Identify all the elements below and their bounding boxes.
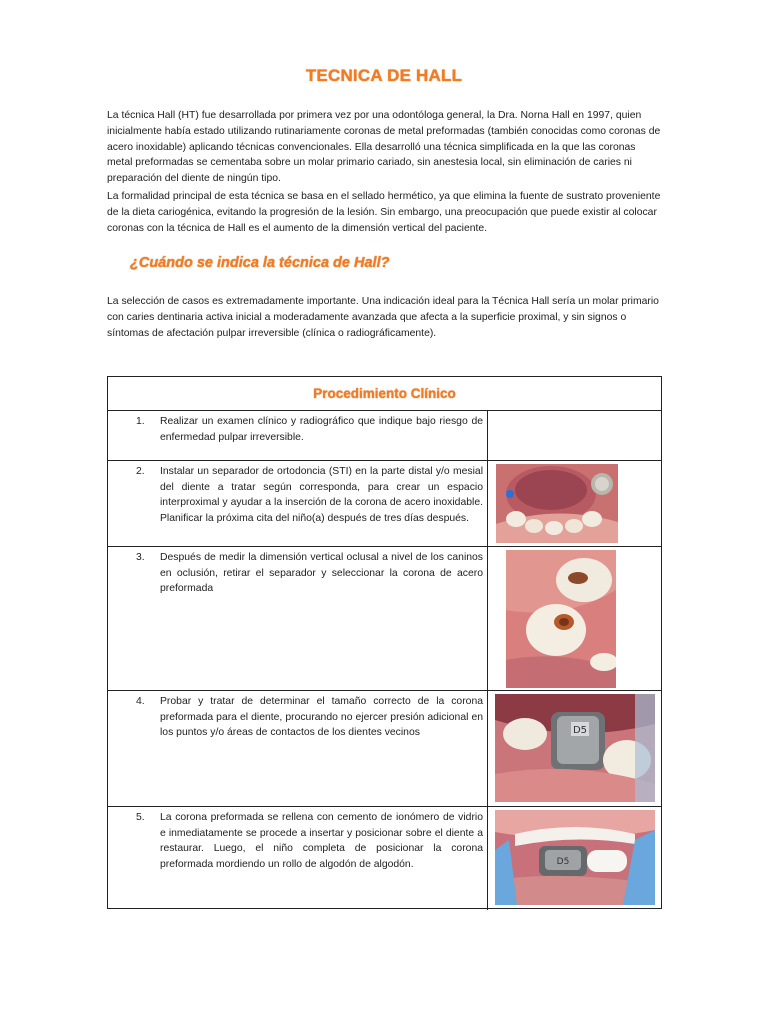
step-number: 2. [136, 466, 145, 477]
procedure-step-2 [108, 461, 661, 547]
step-text-cell [108, 691, 488, 806]
procedure-step-3 [108, 547, 661, 691]
step-description: Instalar un separador de ortodoncia (STI) en la parte distal y/o mesial del diente a tratar según corresponda, para crear un espacio interproximal y ayudar a la inserción de la corona de acero inoxidable. Planificar la próxima cita del niño(a) después de tres días después. [160, 466, 483, 524]
step-description: Después de medir la dimensión vertical oclusal a nivel de los caninos en oclusión, retirar el separador y seleccionar la corona de acero preformada [160, 552, 483, 595]
step-text-cell [108, 411, 488, 460]
step-text-cell [108, 807, 488, 910]
procedure-step-4 [108, 691, 661, 807]
step-description: La corona preformada se rellena con cemento de ionómero de vidrio e inmediatamente se procede a insertar y posicionar sobre el diente a restaurar. Luego, el niño completa de posicionar la corona preformada mordiendo un rollo de algodón de algodón. [160, 812, 483, 870]
formality-paragraph: La formalidad principal de esta técnica se basa en el sellado hermético, ya que elimina la fuente de sustrato proveniente de la dieta cariogénica, evitando la progresión de la lesión. Sin embargo, una preocupación que puede existir al colocar coronas con la técnica de Hall es el aumento de la dimensión vertical del paciente. [107, 191, 661, 234]
step-number: 4. [136, 696, 145, 707]
step-image-cell [488, 547, 661, 690]
crown-cementation-photo [495, 810, 655, 905]
section-subtitle: ¿Cuándo se indica la técnica de Hall? [130, 255, 390, 271]
crown-size-label-2: D5 [556, 857, 570, 867]
intro-paragraph: La técnica Hall (HT) fue desarrollada por primera vez por una odontóloga general, la Dra. Norna Hall en 1997, quien inicialmente había estado utilizando rutinariamente coronas de metal preformadas (también conocidas como coronas de acero inoxidable) aplicando técnicas convencionales. Ella desarrolló una técnica simplificada en la que las coronas metal preformadas se cementaba sobre un molar primario cariado, sin anestesia local, sin eliminación de caries ni preparación del diente de ningún tipo. [107, 110, 661, 185]
procedure-table [107, 376, 662, 909]
step-description: Probar y tratar de determinar el tamaño correcto de la corona preformada para el diente, procurando no ejercer presión adicional en los puntos y/o áreas de contactos de los dientes vecinos [160, 696, 483, 739]
step-description: Realizar un examen clínico y radiográfico que indique bajo riesgo de enfermedad pulpar irreversible. [160, 416, 483, 443]
carious-molar-image [506, 550, 616, 688]
step-number: 1. [136, 416, 145, 427]
step-number: 3. [136, 552, 145, 563]
page-title: TECNICA DE HALL [305, 66, 463, 85]
step-text-cell [108, 547, 488, 690]
crown-seating-image [495, 810, 655, 905]
separator-photo [496, 464, 618, 543]
selection-paragraph: La selección de casos es extremadamente importante. Una indicación ideal para la Técnica Hall sería un molar primario con caries dentinaria activa inicial a moderadamente avanzada que afecta a la superficie proximal, y sin signos o síntomas de afectación pulpar irreversible (clínica o radiográficamente). [107, 296, 659, 339]
step-image-cell [488, 691, 661, 806]
caries-photo [506, 550, 616, 688]
procedure-heading: Procedimiento Clínico [313, 386, 456, 401]
procedure-table-header [108, 377, 661, 411]
step-image-cell [488, 807, 661, 910]
crown-try-photo [495, 694, 655, 802]
step-text-cell [108, 461, 488, 546]
crown-fitting-image [495, 694, 655, 802]
procedure-step-1 [108, 411, 661, 461]
lower-arch-image [496, 464, 618, 543]
crown-size-label: D5 [572, 725, 588, 736]
step-number: 5. [136, 812, 145, 823]
step-image-cell-empty [488, 411, 661, 460]
procedure-step-5 [108, 807, 661, 910]
step-image-cell [488, 461, 661, 546]
